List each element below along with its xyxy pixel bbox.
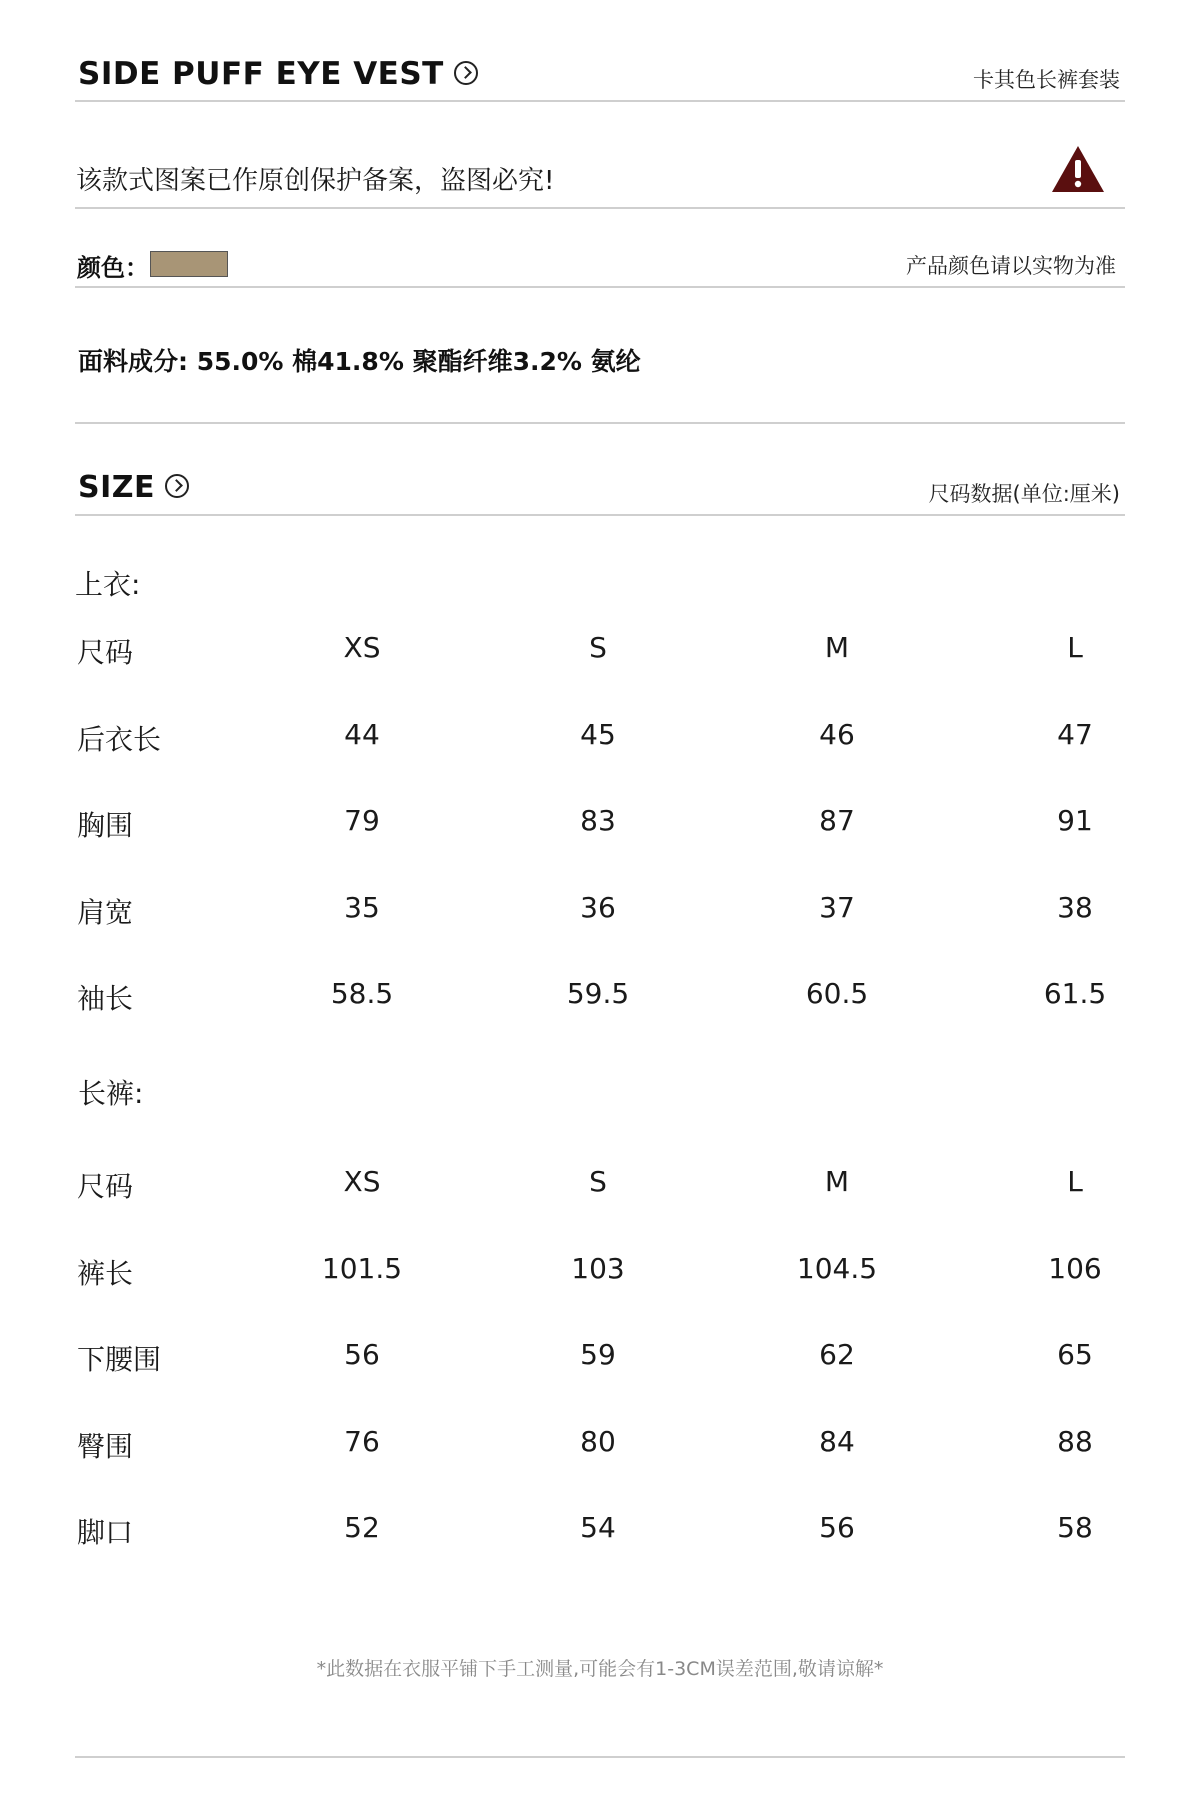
chevron-right-circle-icon [165, 474, 189, 498]
top-cell: 47 [1057, 717, 1093, 751]
product-title-text: SIDE PUFF EYE VEST [78, 56, 444, 92]
pants-cell: 103 [571, 1251, 625, 1285]
top-cell: 38 [1057, 890, 1093, 924]
warning-icon [1050, 144, 1106, 194]
pants-row-label: 下腰围 [77, 1343, 162, 1376]
top-cell: 45 [580, 717, 616, 751]
divider [75, 514, 1125, 516]
top-header-label: 尺码 [77, 636, 134, 669]
pants-header-size: S [589, 1165, 607, 1198]
top-row-label: 肩宽 [77, 895, 134, 929]
pants-cell: 80 [580, 1424, 616, 1458]
pants-cell: 88 [1057, 1424, 1093, 1458]
top-cell: 87 [819, 804, 855, 837]
color-label: 颜色： [77, 254, 149, 282]
pants-cell: 104.5 [796, 1251, 878, 1285]
pants-row-label: 裤长 [77, 1256, 134, 1290]
top-cell: 91 [1057, 804, 1093, 837]
pants-row-label: 脚口 [77, 1516, 134, 1549]
pants-cell: 65 [1057, 1338, 1093, 1371]
fabric-composition: 面料成分: 55.0% 棉41.8% 聚酯纤维3.2% 氨纶 [78, 347, 641, 376]
pants-section-label: 长裤: [78, 1077, 144, 1110]
color-swatch [150, 251, 228, 277]
top-cell: 58.5 [330, 977, 394, 1010]
top-row-label: 后衣长 [77, 722, 162, 756]
pants-header-size: L [1067, 1165, 1083, 1198]
top-header-size: L [1067, 631, 1083, 664]
product-title [78, 56, 478, 92]
pants-cell: 52 [344, 1511, 380, 1544]
divider [75, 422, 1125, 424]
top-header-size: M [824, 631, 850, 664]
divider [75, 100, 1125, 102]
pants-cell: 56 [344, 1338, 380, 1371]
top-cell: 61.5 [1043, 977, 1107, 1010]
top-row-label: 胸围 [77, 809, 134, 842]
top-cell: 35 [344, 890, 380, 924]
top-row-label: 袖长 [77, 982, 134, 1015]
measurement-footnote: *此数据在衣服平铺下手工测量,可能会有1-3CM误差范围,敬请谅解* [316, 1658, 884, 1680]
pants-cell: 76 [344, 1424, 380, 1458]
top-cell: 46 [819, 717, 855, 751]
pants-cell: 56 [819, 1511, 855, 1544]
pants-cell: 54 [580, 1511, 616, 1544]
top-cell: 37 [819, 890, 855, 924]
top-cell: 44 [344, 717, 380, 751]
pants-cell: 58 [1057, 1511, 1093, 1544]
pants-cell: 101.5 [321, 1251, 403, 1285]
pants-header-size: M [824, 1165, 850, 1198]
top-section-label: 上衣: [75, 568, 141, 601]
pants-cell: 84 [819, 1424, 855, 1458]
divider [75, 1756, 1125, 1758]
copyright-notice: 该款式图案已作原创保护备案，盗图必究! [76, 166, 555, 196]
top-header-size: S [589, 631, 607, 664]
size-title-text: SIZE [78, 470, 156, 505]
top-header-size: XS [343, 631, 381, 664]
pants-cell: 59 [580, 1338, 616, 1371]
color-note: 产品颜色请以实物为准 [906, 254, 1116, 278]
pants-cell: 62 [819, 1338, 855, 1371]
pants-header-size: XS [343, 1165, 381, 1198]
pants-cell: 106 [1048, 1251, 1102, 1285]
divider [75, 286, 1125, 288]
top-cell: 36 [580, 890, 616, 924]
size-title [78, 470, 189, 505]
top-cell: 83 [580, 804, 616, 837]
pants-header-label: 尺码 [77, 1170, 134, 1203]
product-subtitle: 卡其色长裤套装 [973, 68, 1120, 92]
chevron-right-circle-icon [454, 61, 478, 85]
pants-row-label: 臀围 [77, 1429, 134, 1463]
top-cell: 79 [344, 804, 380, 837]
top-cell: 60.5 [805, 977, 869, 1010]
divider [75, 207, 1125, 209]
top-cell: 59.5 [566, 977, 630, 1010]
size-unit-note: 尺码数据(单位:厘米) [928, 482, 1120, 506]
